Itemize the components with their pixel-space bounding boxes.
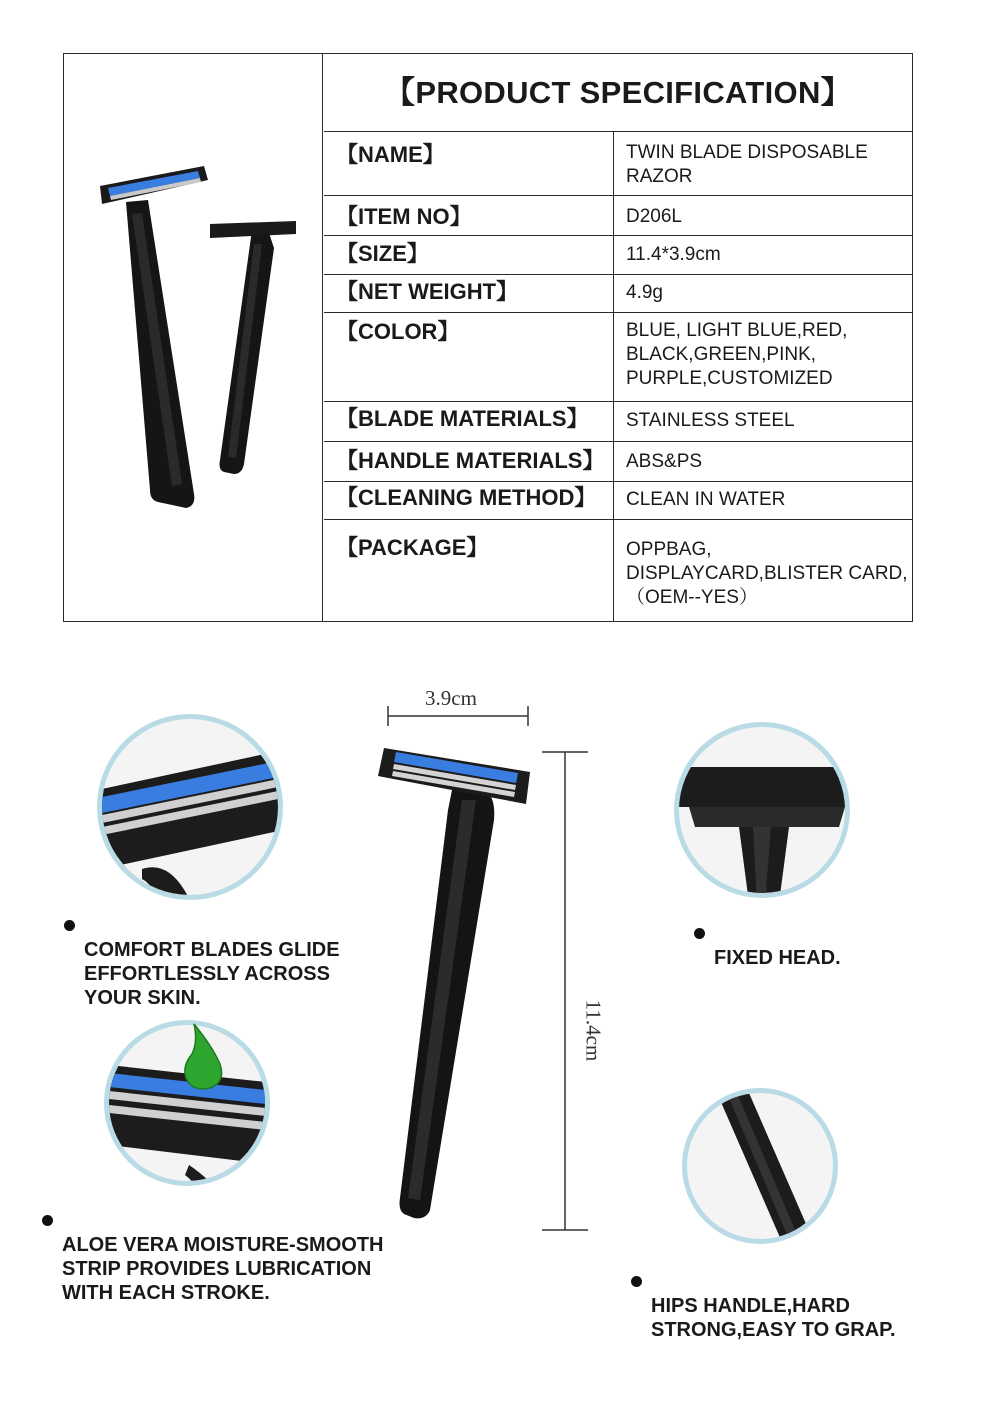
bullet-icon bbox=[694, 928, 705, 939]
bullet-icon bbox=[64, 920, 75, 931]
caption-hips-handle bbox=[651, 1270, 896, 1342]
spec-key: 【NAME】 bbox=[324, 132, 614, 195]
caption-text: HIPS HANDLE,HARD STRONG,EASY TO GRAP. bbox=[651, 1295, 896, 1341]
blade-closeup-image bbox=[102, 719, 283, 900]
handle-closeup-image bbox=[687, 1093, 838, 1244]
spec-value: STAINLESS STEEL bbox=[626, 410, 795, 431]
spec-value: OPPBAG, DISPLAYCARD,BLISTER CARD, （OEM--YES） bbox=[626, 539, 908, 608]
spec-title: 【PRODUCT SPECIFICATION】 bbox=[324, 54, 912, 132]
spec-key: 【SIZE】 bbox=[324, 236, 614, 274]
caption-comfort-blades bbox=[84, 914, 340, 1010]
bullet-icon bbox=[631, 1276, 642, 1287]
caption-aloe-vera bbox=[62, 1209, 383, 1305]
caption-fixed-head bbox=[714, 922, 841, 970]
bullet-icon bbox=[42, 1215, 53, 1226]
spec-key: 【PACKAGE】 bbox=[324, 520, 614, 622]
spec-key: 【ITEM NO】 bbox=[324, 196, 614, 235]
length-label: 11.4cm bbox=[581, 999, 606, 1062]
blade-closeup-circle bbox=[97, 714, 283, 900]
spec-value: D206L bbox=[626, 206, 682, 227]
spec-value: 11.4*3.9cm bbox=[626, 244, 721, 265]
caption-text: ALOE VERA MOISTURE-SMOOTH STRIP PROVIDES LUBRICATION WITH EACH STROKE. bbox=[62, 1234, 384, 1304]
fixed-head-circle bbox=[674, 722, 850, 898]
spec-value: ABS&PS bbox=[626, 451, 703, 472]
spec-key: 【BLADE MATERIALS】 bbox=[324, 402, 614, 441]
spec-key: 【COLOR】 bbox=[324, 313, 614, 401]
spec-key: 【HANDLE MATERIALS】 bbox=[324, 442, 614, 481]
spec-value: 4.9g bbox=[626, 282, 663, 303]
fixed-head-image bbox=[679, 727, 850, 898]
spec-value: BLUE, LIGHT BLUE,RED, BLACK,GREEN,PINK, PURPLE,CUSTOMIZED bbox=[626, 320, 848, 389]
width-label: 3.9cm bbox=[425, 686, 477, 710]
caption-text: COMFORT BLADES GLIDE EFFORTLESSLY ACROSS YOUR SKIN. bbox=[84, 939, 340, 1009]
caption-text: FIXED HEAD. bbox=[714, 947, 841, 969]
spec-key: 【CLEANING METHOD】 bbox=[324, 482, 614, 519]
spec-key: 【NET WEIGHT】 bbox=[324, 275, 614, 312]
aloe-drop-icon bbox=[182, 1024, 226, 1090]
spec-value: TWIN BLADE DISPOSABLE RAZOR bbox=[626, 142, 868, 187]
spec-value: CLEAN IN WATER bbox=[626, 489, 786, 510]
handle-closeup-circle bbox=[682, 1088, 838, 1244]
